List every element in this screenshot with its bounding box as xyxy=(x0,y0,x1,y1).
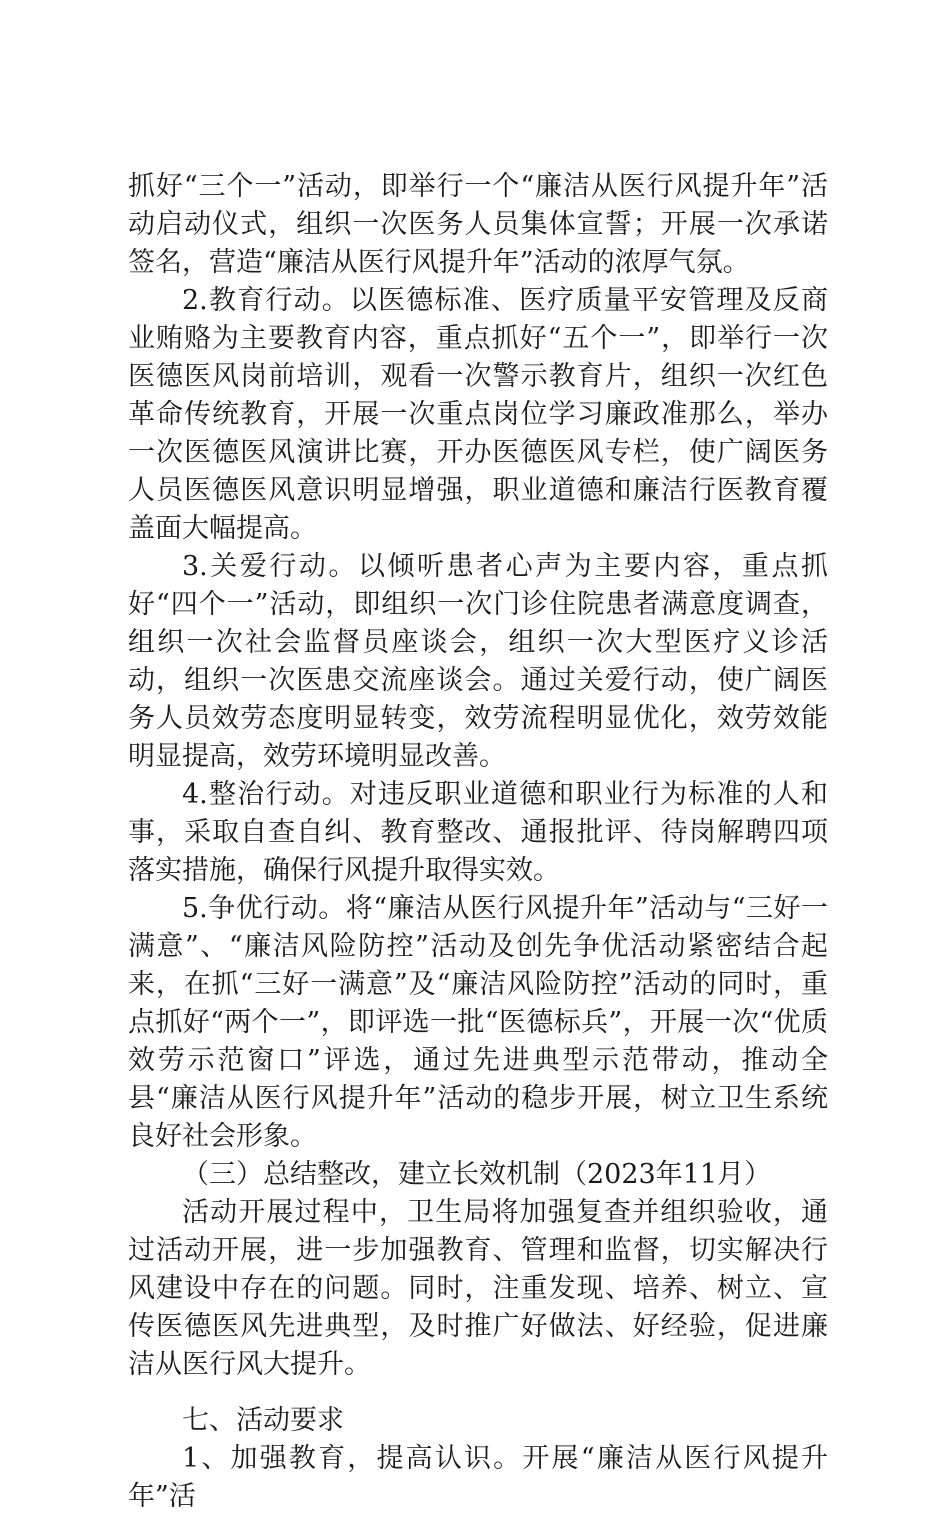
section-heading-summary: （三）总结整改，建立长效机制（2023年11月） xyxy=(182,1159,772,1190)
paragraph-excellence-action: 5.争优行动。将“廉洁从医行风提升年”活动与“三好一满意”、“廉洁风险防控”活动及创先争优活动紧密结合起来，在抓“三好一满意”及“廉洁风险防控”活动的同时，重点抓好“两个一”，即评选一批“医德标兵”，开展一次“优质效劳示范窗口”评选，通过先进典型示范带动，推动全县“廉洁从医行风提升年”活动的稳步开展，树立卫生系统良好社会形象。 xyxy=(128,893,828,1152)
paragraph-requirement-1: 1、加强教育，提高认识。开展“廉洁从医行风提升年”活 xyxy=(128,1443,828,1512)
document-body xyxy=(128,168,828,1516)
paragraph-summary-body: 活动开展过程中，卫生局将加强复查并组织验收，通过活动开展，进一步加强教育、管理和监督，切实解决行风建设中存在的问题。同时，注重发现、培养、树立、宣传医德医风先进典型，及时推广好做法、好经验，促进廉洁从医行风大提升。 xyxy=(128,1197,828,1380)
paragraph-activity-launch: 抓好“三个一”活动，即举行一个“廉洁从医行风提升年”活动启动仪式，组织一次医务人员集体宣誓；开展一次承诺签名，营造“廉洁从医行风提升年”活动的浓厚气氛。 xyxy=(128,171,828,278)
paragraph-rectification-action: 4.整治行动。对违反职业道德和职业行为标准的人和事，采取自查自纠、教育整改、通报批评、待岗解聘四项落实措施，确保行风提升取得实效。 xyxy=(128,779,828,886)
paragraph-care-action: 3.关爱行动。以倾听患者心声为主要内容，重点抓好“四个一”活动，即组织一次门诊住院患者满意度调查，组织一次社会监督员座谈会，组织一次大型医疗义诊活动，组织一次医患交流座谈会。通过关爱行动，使广阔医务人员效劳态度明显转变，效劳流程明显优化，效劳效能明显提高，效劳环境明显改善。 xyxy=(128,551,828,772)
paragraph-education-action: 2.教育行动。以医德标准、医疗质量平安管理及反商业贿赂为主要教育内容，重点抓好“五个一”，即举行一次医德医风岗前培训，观看一次警示教育片，组织一次红色革命传统教育，开展一次重点岗位学习廉政准那么，举办一次医德医风演讲比赛，开办医德医风专栏，使广阔医务人员医德医风意识明显增强，职业道德和廉洁行医教育覆盖面大幅提高。 xyxy=(128,285,828,544)
section-heading-requirements: 七、活动要求 xyxy=(182,1405,344,1436)
